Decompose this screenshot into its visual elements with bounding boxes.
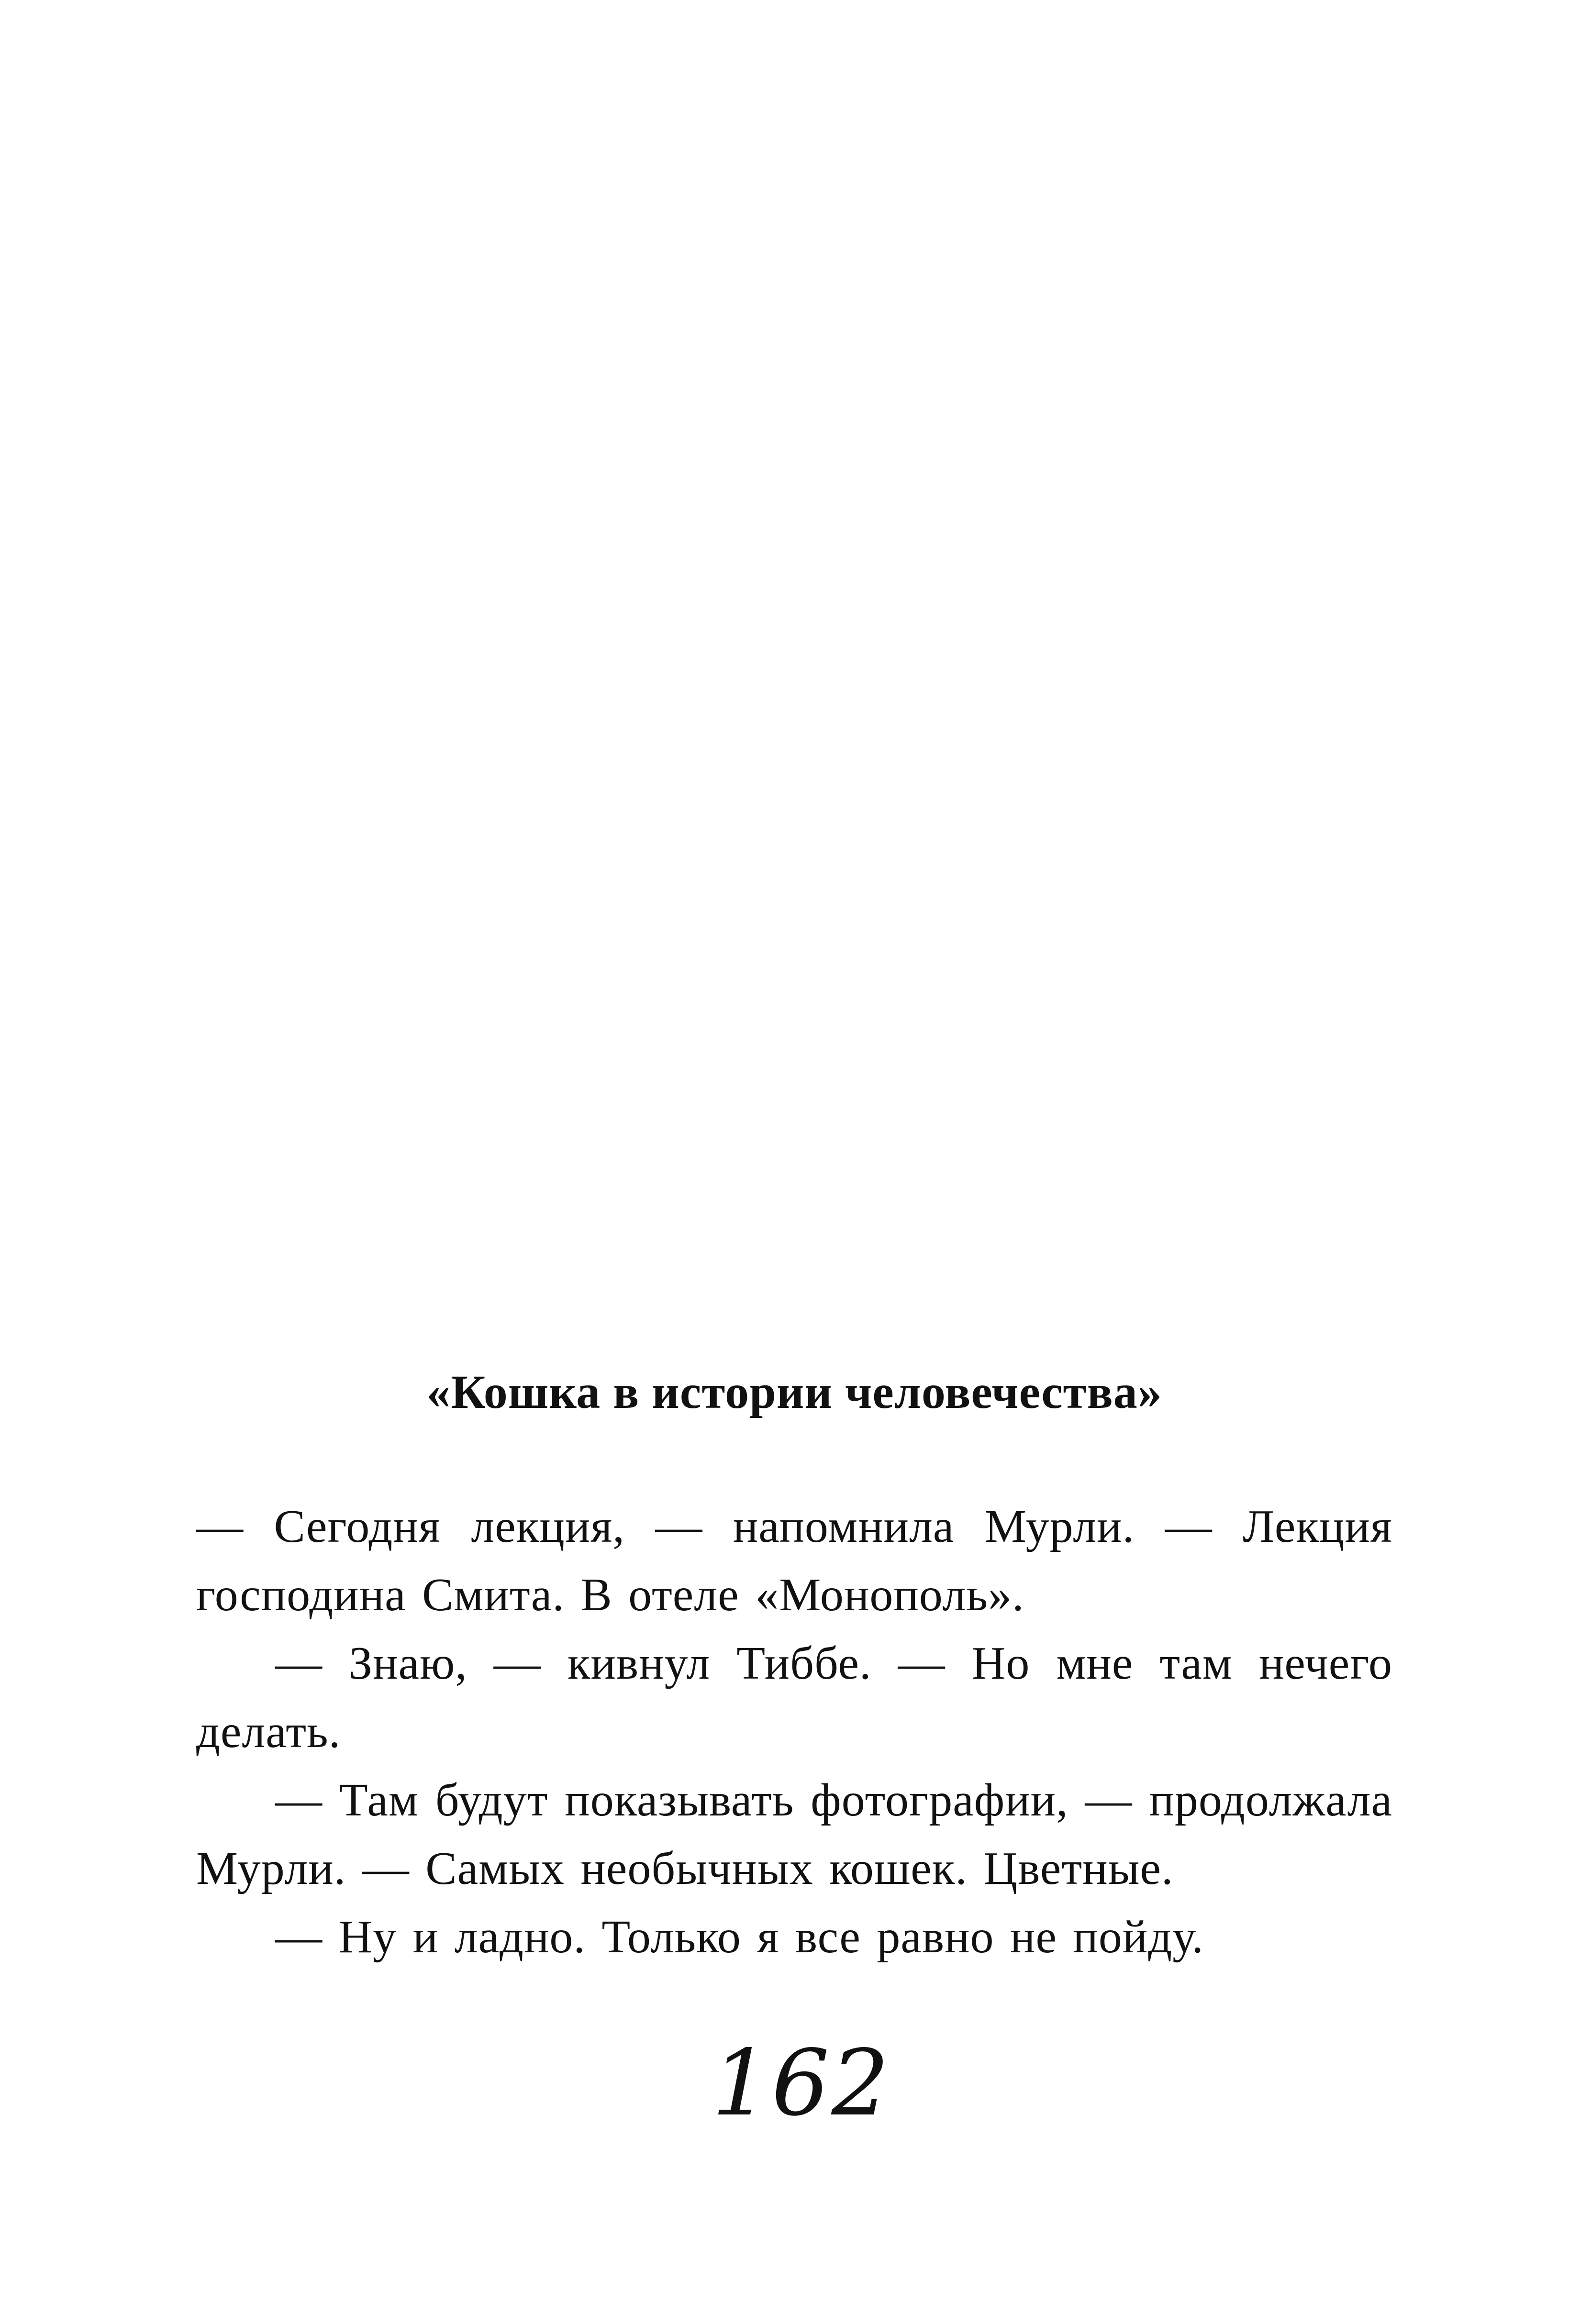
paragraph: — Знаю, — кивнул Тиббе. — Но мне там нечего делать.: [196, 1638, 1392, 1758]
chapter-title: «Кошка в истории человечества»: [426, 1365, 1162, 1418]
paragraph: — Там будут показывать фотографии, — продолжала Мурли. — Самых необычных кошек. Цветные.: [196, 1774, 1392, 1894]
page-number: 162: [712, 2030, 891, 2136]
chapter-body: [196, 1493, 1392, 1971]
paragraph: — Ну и ладно. Только я все равно не пойду.: [275, 1911, 1204, 1963]
paragraph: — Сегодня лекция, — напомнила Мурли. — Лекция господина Смита. В отеле «Монополь».: [196, 1501, 1392, 1621]
